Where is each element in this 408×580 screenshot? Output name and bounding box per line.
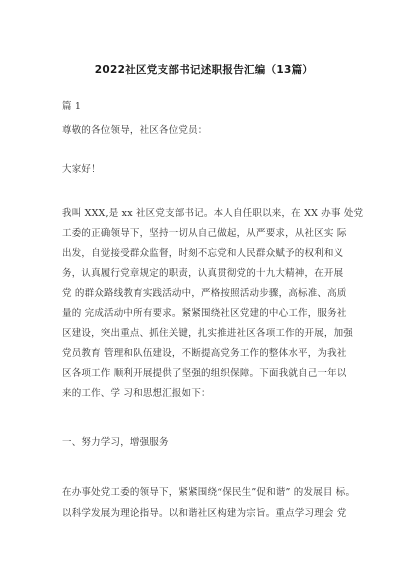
section-label: 篇 1 [62,101,82,112]
paragraph1-line: 党 的群众路线教育实践活动中，严格按照活动步骤，高标准、高质 [62,288,347,299]
paragraph1-line: 务，认真履行党章规定的职责，认真贯彻党的十九大精神，在开展 [62,268,344,279]
greeting-line: 尊敬的各位领导，社区各位党员： [62,125,208,136]
paragraph1-line: 量的 完成活动中所有要求。紧紧围绕社区党建的中心工作，服务社 [62,308,347,319]
paragraph1-line: 区各项工作 顺利开展提供了坚强的组织保障。下面我就自己一年以 [62,368,347,379]
paragraph2-line: 以科学发展为理论指导。以和谐社区构建为宗旨。重点学习理会 党 [62,508,347,519]
paragraph1-line: 工委的正确领导下，坚持一切从自己做起，从严要求，从社区实 际 [62,228,347,239]
document-title: 2022社区党支部书记述职报告汇编（13篇） [94,64,314,76]
hello-line: 大家好！ [62,164,101,175]
paragraph1-line: 区建设，突出重点、抓住关键，扎实推进社区各项工作的开展，加强 [62,328,354,339]
paragraph1-line: 来的工作、学 习和思想汇报如下： [62,388,211,399]
paragraph1-line: 党员教育 管理和队伍建设，不断提高党务工作的整体水平，为我社 [62,348,347,359]
paragraph2-line: 在办事处党工委的领导下，紧紧围绕“保民生”促和谐” 的发展目 标。 [62,487,356,498]
paragraph1-line: 我叫 XXX,是 xx 社区党支部书记。本人自任职以来，在 XX 办事 处党 [62,208,364,219]
section-heading: 一、努力学习，增强服务 [62,437,169,448]
paragraph1-line: 出发，自觉接受群众监督，时刻不忘党和人民群众赋予的权利和义 [62,248,344,259]
